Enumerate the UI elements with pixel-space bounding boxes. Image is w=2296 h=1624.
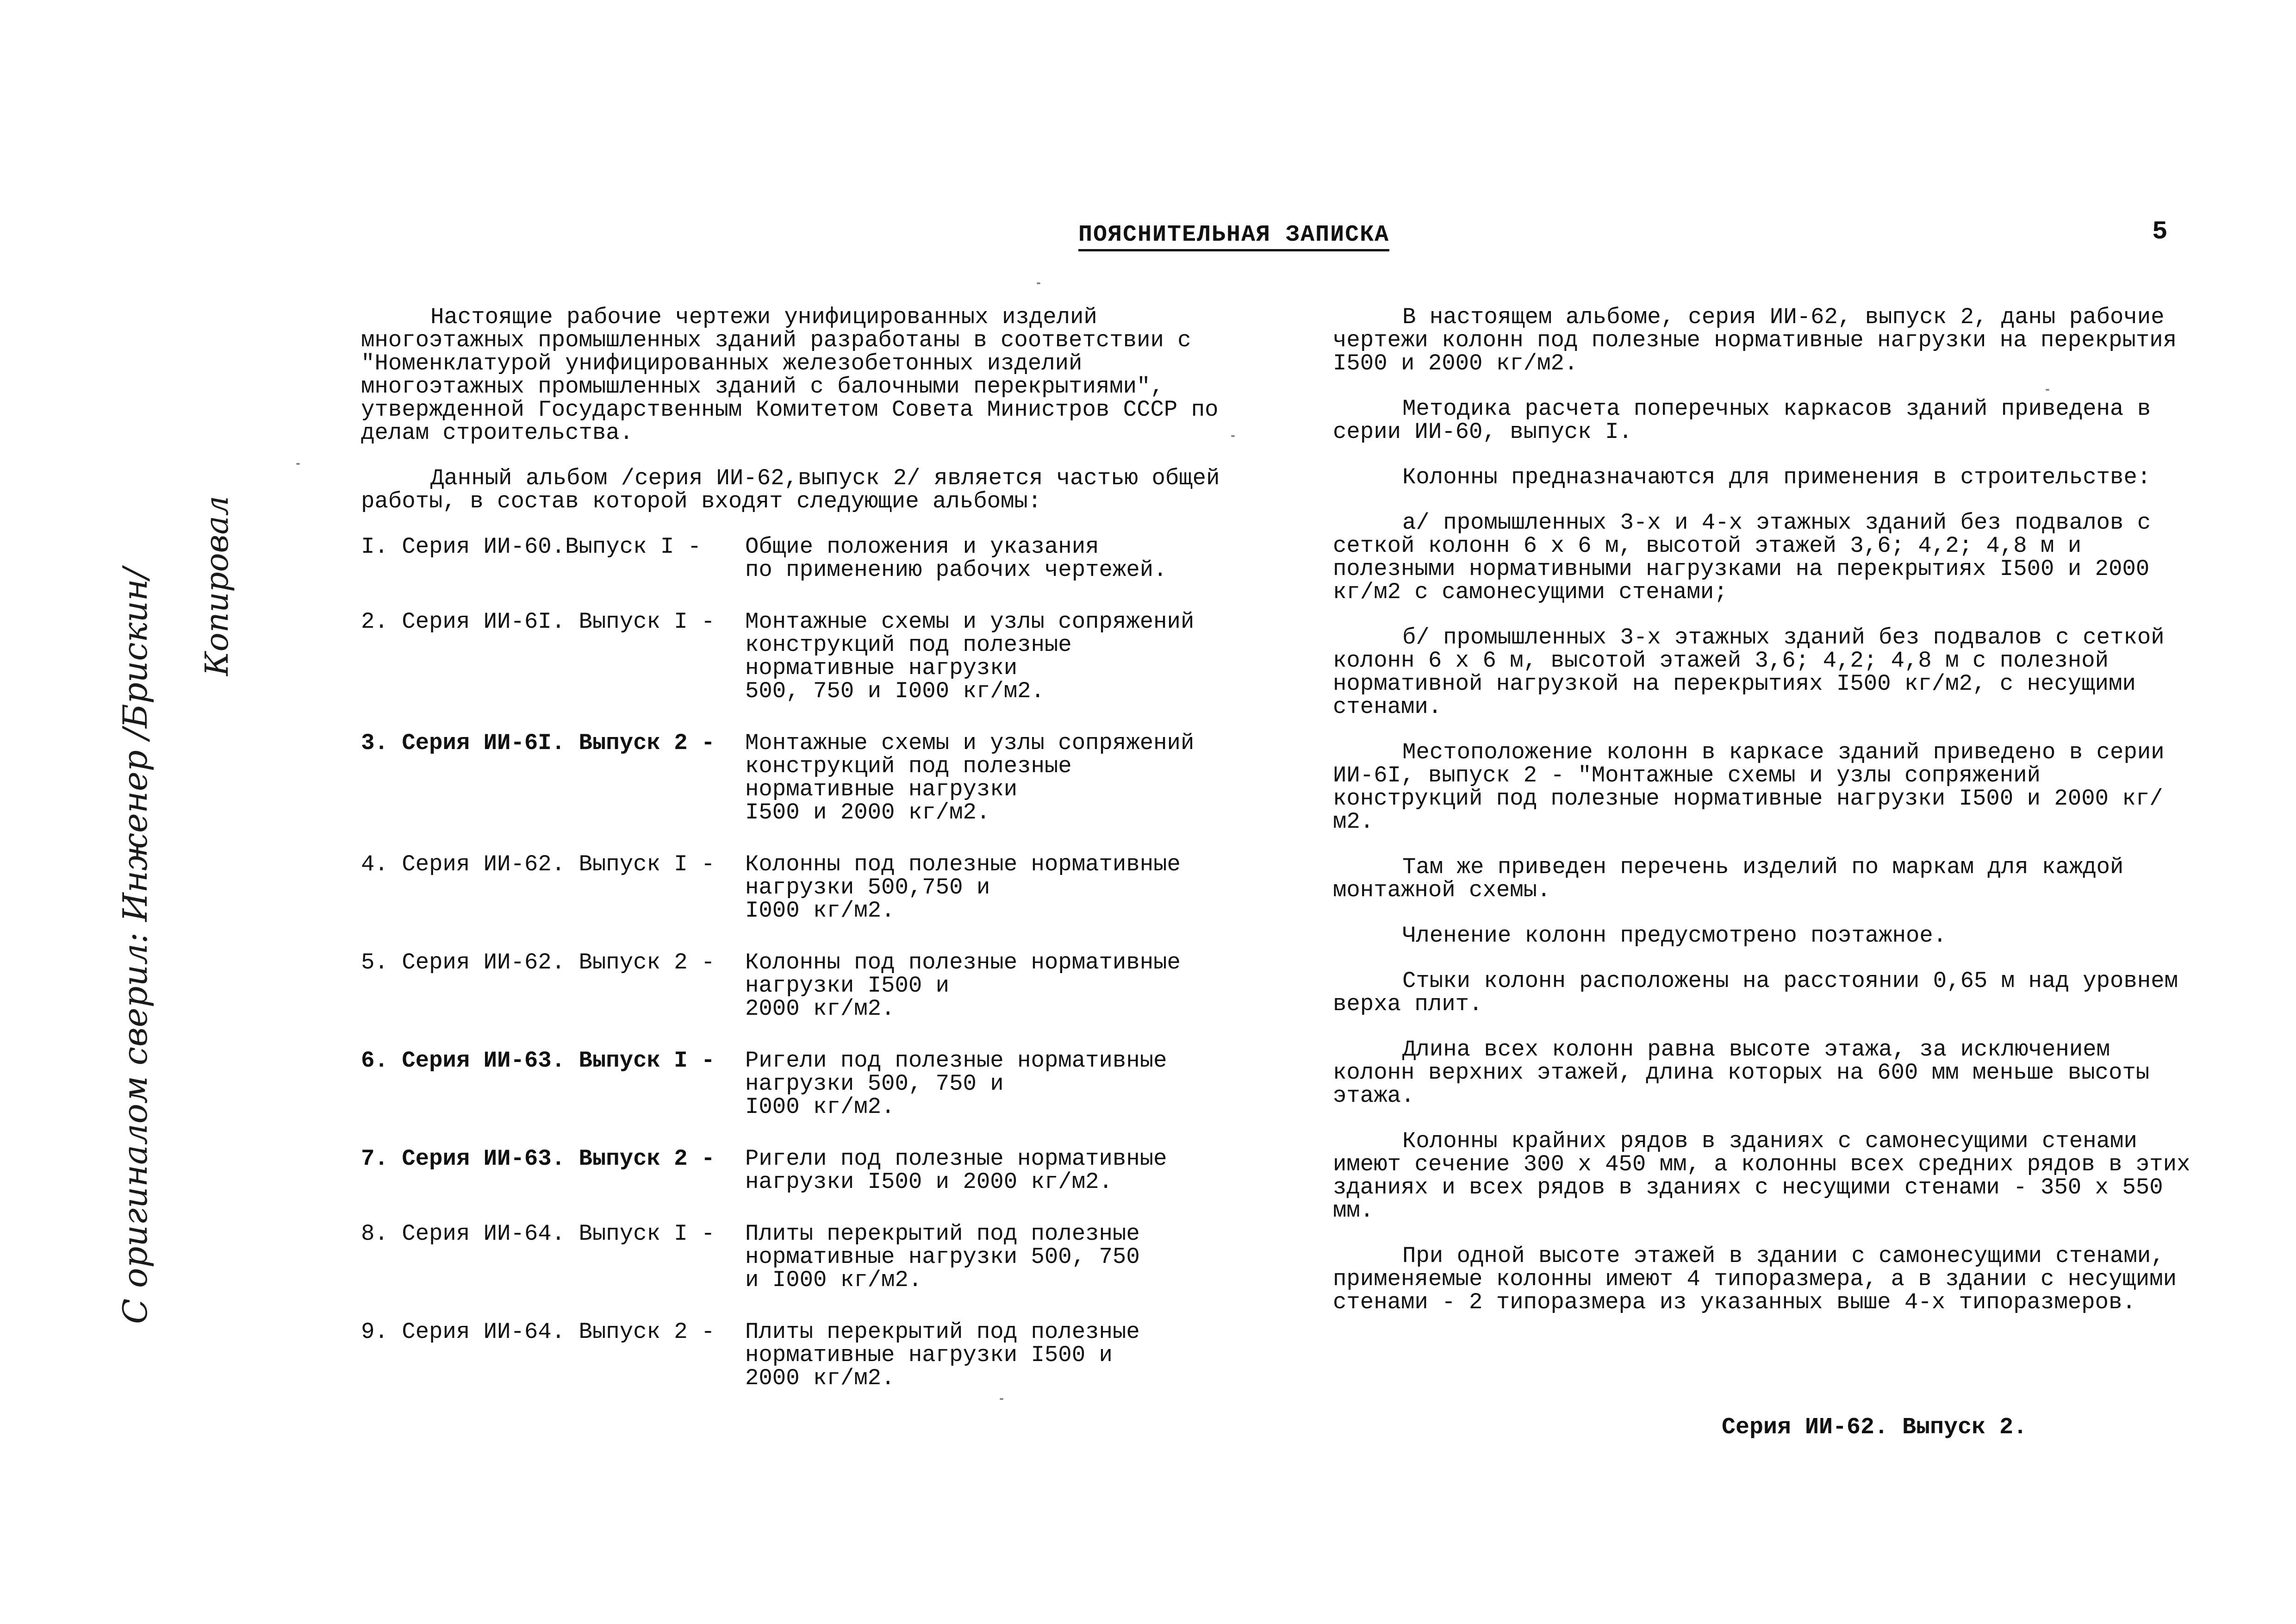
copyist-note: Копировал [199,495,236,676]
body-paragraph: Колонны предназначаются для применения в строительстве: [1402,464,2151,490]
scan-speck [1231,435,1235,437]
album-description: Ригели под полезные нормативные нагрузки 500, 750 и I000 кг/м2. [745,1048,1167,1120]
body-paragraph: Длина всех колонн равна высоте этажа, за исключением колонн верхних этажей, длина которых на 600 мм меньше высоты этажа. [1333,1037,2150,1109]
intro-paragraph: Настоящие рабочие чертежи унифицированных изделий многоэтажных промышленных зданий разработаны в соответствии с "Номенклатурой унифицированных железобетонных изделий многоэтажных промышленных зданий с балочными перекрытиями", утвержденной Государственным Комитетом Совета Министров СССР по делам строительства. [361,304,1219,446]
footer-series-label: Серия ИИ-62. Выпуск 2. [1722,1414,2028,1441]
album-series: 2. Серия ИИ-6I. Выпуск I - [361,609,715,635]
album-description: Общие положения и указания по применению рабочих чертежей. [745,534,1167,583]
album-item [361,1147,1231,1193]
album-item [361,853,1231,922]
body-paragraph: При одной высоте этажей в здании с самонесущими стенами, применяемые колонны имеют 4 типоразмера, а в здании с несущими стенами - 2 типоразмера из указанных выше 4-х типоразмеров. [1333,1243,2177,1315]
album-description: Монтажные схемы и узлы сопряжений конструкций под полезные нормативные нагрузки 500, 750 и I000 кг/м2. [745,609,1195,704]
scan-speck [2046,389,2049,391]
body-paragraph: Стыки колонн расположены на расстоянии 0,65 м над уровнем верха плит. [1333,968,2178,1017]
scan-speck [296,463,300,465]
album-series: 3. Серия ИИ-6I. Выпуск 2 - [361,730,715,756]
album-item [361,610,1231,703]
page-number: 5 [2152,217,2168,246]
album-series: 4. Серия ИИ-62. Выпуск I - [361,851,715,877]
album-item [361,1222,1231,1292]
album-description: Ригели под полезные нормативные нагрузки I500 и 2000 кг/м2. [745,1146,1167,1195]
album-series: 8. Серия ИИ-64. Выпуск I - [361,1221,715,1247]
album-intro-paragraph: Данный альбом /серия ИИ-62,выпуск 2/ является частью общей работы, в состав которой входят следующие альбомы: [361,465,1220,514]
album-series: 6. Серия ИИ-63. Выпуск I - [361,1048,715,1074]
body-paragraph: Местоположение колонн в каркасе зданий приведено в серии ИИ-6I, выпуск 2 - "Монтажные схемы и узлы сопряжений конструкций под полезные нормативные нагрузки I500 и 2000 кг/м2. [1333,739,2165,835]
album-series: 5. Серия ИИ-62. Выпуск 2 - [361,949,715,975]
album-description: Монтажные схемы и узлы сопряжений конструкций под полезные нормативные нагрузки I500 и 2000 кг/м2. [745,730,1195,825]
album-description: Плиты перекрытий под полезные нормативные нагрузки I500 и 2000 кг/м2. [745,1319,1140,1391]
album-description: Колонны под полезные нормативные нагрузки I500 и 2000 кг/м2. [745,949,1181,1022]
body-paragraph: а/ промышленных 3-х и 4-х этажных зданий без подвалов с сеткой колонн 6 х 6 м, высотой этажей 3,6; 4,2; 4,8 м и полезными нормативными нагрузками на перекрытиях I500 и 2000 кг/м2 с самонесущими стенами; [1333,510,2151,605]
album-item [361,951,1231,1020]
scan-speck [1000,1398,1003,1400]
album-item [361,731,1231,824]
verification-note: С оригиналом сверил: Инженер /Брискин/ [116,568,155,1324]
album-list [361,535,1231,1390]
body-paragraph: Членение колонн предусмотрено поэтажное. [1402,923,1947,949]
scan-speck [1037,282,1040,284]
body-paragraph: б/ промышленных 3-х этажных зданий без подвалов с сеткой колонн 6 х 6 м, высотой этажей 3,6; 4,2; 4,8 м с полезной нормативной нагрузкой на перекрытиях I500 кг/м2, с несущими стенами. [1333,625,2165,720]
album-description: Колонны под полезные нормативные нагрузки 500,750 и I000 кг/м2. [745,851,1181,924]
album-item [361,535,1231,581]
album-description: Плиты перекрытий под полезные нормативные нагрузки 500, 750 и I000 кг/м2. [745,1221,1140,1293]
page-title: ПОЯСНИТЕЛЬНАЯ ЗАПИСКА [1078,221,1389,251]
body-paragraph: Методика расчета поперечных каркасов зданий приведена в серии ИИ-60, выпуск I. [1333,396,2151,445]
body-paragraph: Колонны крайних рядов в зданиях с самонесущими стенами имеют сечение 300 х 450 мм, а колонны всех средних рядов в этих зданиях и всех рядов в зданиях с несущими стенами - 350 х 550 мм. [1333,1128,2190,1224]
album-series: I. Серия ИИ-60.Выпуск I - [361,534,702,560]
album-item [361,1049,1231,1118]
left-column [361,306,1231,1418]
body-paragraph: В настоящем альбоме, серия ИИ-62, выпуск 2, даны рабочие чертежи колонн под полезные нормативные нагрузки на перекрытия I500 и 2000 кг/м2. [1333,304,2177,376]
body-paragraph: Там же приведен перечень изделий по маркам для каждой монтажной схемы. [1333,854,2124,903]
album-series: 9. Серия ИИ-64. Выпуск 2 - [361,1319,715,1345]
album-item [361,1320,1231,1390]
right-column [1333,306,2194,1336]
album-series: 7. Серия ИИ-63. Выпуск 2 - [361,1146,715,1172]
